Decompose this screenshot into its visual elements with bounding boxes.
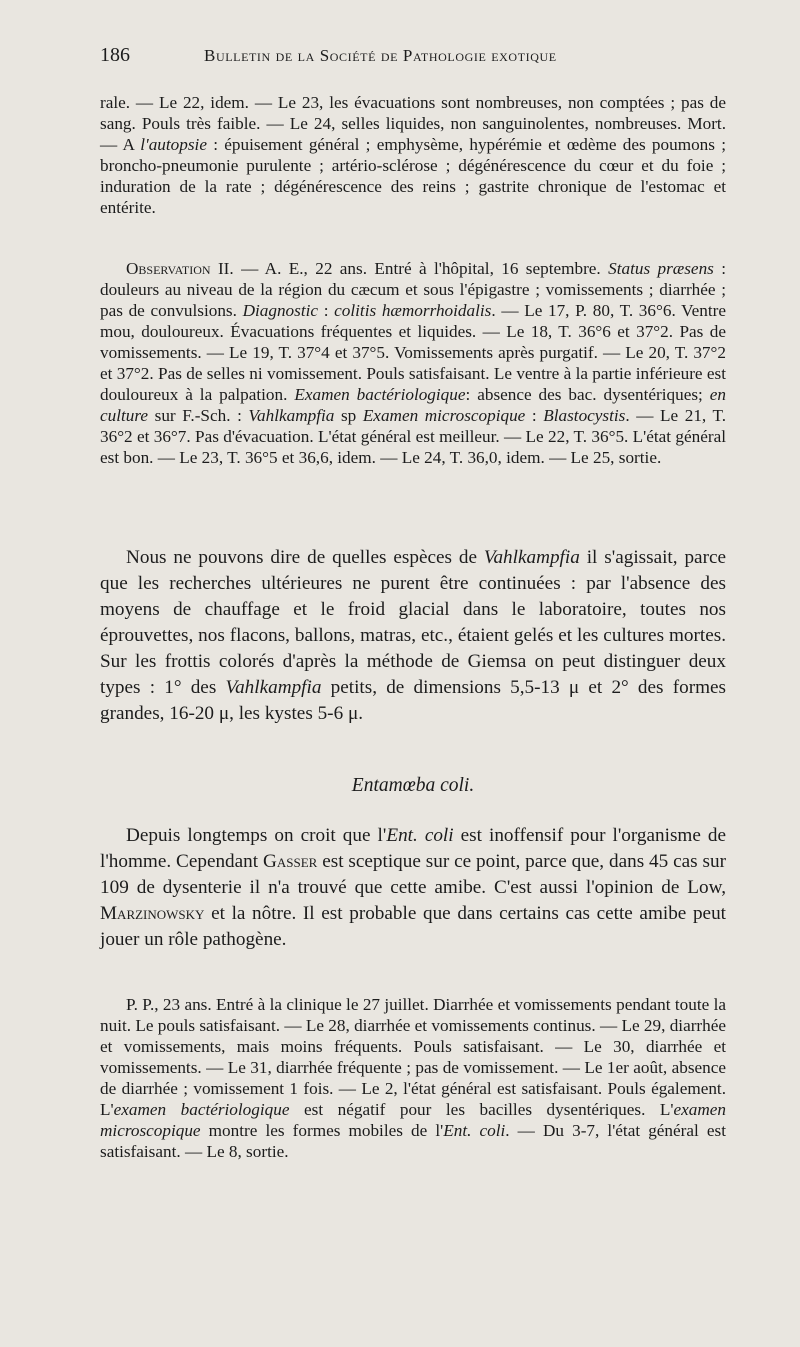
case-continuation-paragraph: rale. — Le 22, idem. — Le 23, les évacuations sont nombreuses, non comptées ; pas de sang. Pouls très faible. — Le 24, selles liquides, non sanguinolentes, nombreuses. Mort. — A l'autopsie : épuisement général ; emphysème, hypérémie et œdème des poumons ; broncho-pneumonie purulente ; artério-sclérose ; dégénérescence du cœur et du foie ; induration de la rate ; dégénérescence des reins ; gastrite chronique de l'estomac et entérite. xyxy=(100,93,727,217)
author-name: Marzinowsky xyxy=(100,903,205,924)
observation-label: Observation II. xyxy=(126,259,234,278)
entamoeba-discussion-paragraph: Depuis longtemps on croit que l'Ent. coli est inoffensif pour l'organisme de l'homme. Cependant Gasser est sceptique sur ce point, parce que, dans 45 cas sur 109 de dysenterie il n'a trouvé que cette amibe. C'est aussi l'opinion de Low, Marzinowsky et la nôtre. Il est probable que dans certains cas cette amibe peut jouer un rôle pathogène. xyxy=(100,825,727,950)
author-name: Gasser xyxy=(262,851,318,872)
case-report-paragraph: P. P., 23 ans. Entré à la clinique le 27 juillet. Diarrhée et vomissements pendant toute la nuit. Le pouls satisfaisant. — Le 28, diarrhée et vomissements continus. — Le 29, diarrhée et vomissements, mais moins fréquents. Pouls satisfaisant. — Le 30, diarrhée et vomissements. — Le 31, diarrhée fréquente ; pas de vomissement. — Le 1er août, absence de diarrhée ; vomissement 1 fois. — Le 2, l'état général est satisfaisant. Pouls également. L'examen bactériologique est négatif pour les bacilles dysentériques. L'examen microscopique montre les formes mobiles de l'Ent. coli. — Du 3-7, l'état général est satisfaisant. — Le 8, sortie. xyxy=(100,995,726,1161)
vahlkampfia-discussion-paragraph: Nous ne pouvons dire de quelles espèces de Vahlkampfia il s'agissait, parce que les recherches ultérieures ne purent être continuées : par l'absence des moyens de chauffage et le froid glacial dans le laboratoire, toutes nos éprouvettes, nos flacons, ballons, matras, etc., étaient gelés et les cultures mortes. Sur les frottis colorés d'après la méthode de Giemsa on peut distinguer deux types : 1° des Vahlkampfia petits, de dimensions 5,5-13 μ et 2° des formes grandes, 16-20 μ, les kystes 5-6 μ. xyxy=(100,547,726,724)
observation-ii-paragraph: Observation II. — A. E., 22 ans. Entré à l'hôpital, 16 septembre. Status præsens : douleurs au niveau de la région du cæcum et sous l'épigastre ; vomissements ; diarrhée ; pas de convulsions. Diagnostic : colitis hæmorrhoidalis. — Le 17, P. 80, T. 36°6. Ventre mou, douloureux. Évacuations fréquentes et liquides. — Le 18, T. 36°6 et 37°2. Pas de vomissements. — Le 19, T. 37°4 et 37°5. Vomissements après purgatif. — Le 20, T. 37°2 et 37°2. Pas de selles ni vomissement. Pouls satisfaisant. Le ventre à la partie inférieure est douloureux à la palpation. Examen bactériologique: absence des bac. dysentériques; en culture sur F.-Sch. : Vahlkampfia sp Examen microscopique : Blastocystis. — Le 21, T. 36°2 et 36°7. Pas d'évacuation. L'état général est meilleur. — Le 22, T. 36°5. L'état général est bon. — Le 23, T. 36°5 et 36,6, idem. — Le 24, T. 36,0, idem. — Le 25, sortie. xyxy=(100,259,727,467)
section-heading: Entamœba coli. xyxy=(351,775,475,796)
page-header xyxy=(100,44,760,74)
page-number: 186 xyxy=(100,44,130,66)
running-title: Bulletin de la Société de Pathologie exotique xyxy=(204,46,557,65)
